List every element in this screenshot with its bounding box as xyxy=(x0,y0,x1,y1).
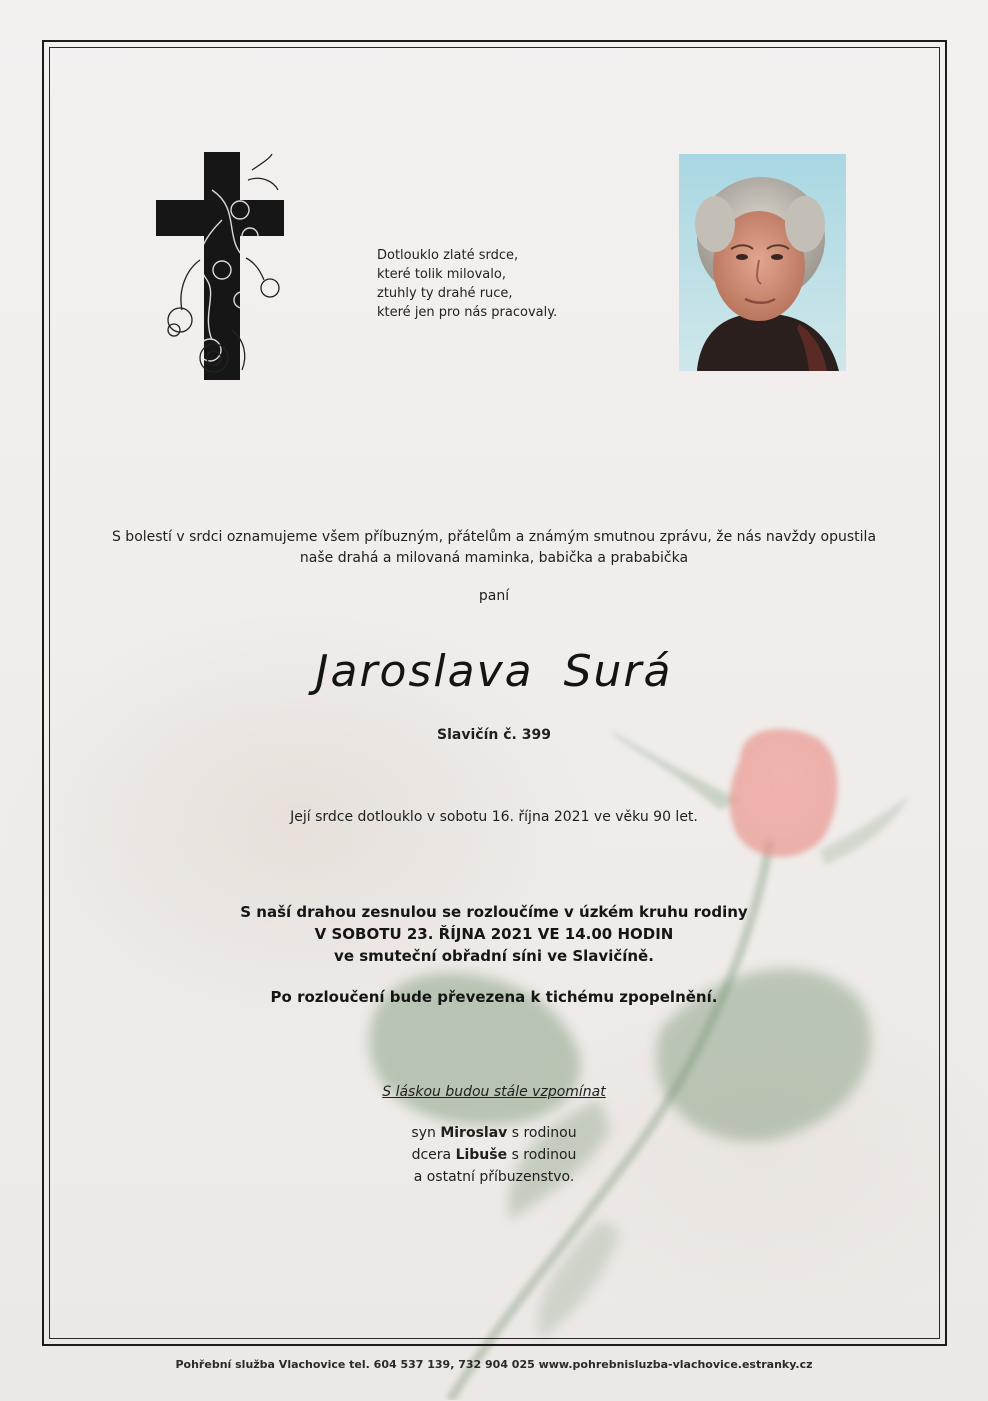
family-list xyxy=(60,1122,928,1188)
deceased-last-name: Surá xyxy=(563,646,673,697)
cross-with-roses-icon xyxy=(152,150,292,382)
deceased-address: Slavičín č. 399 xyxy=(437,727,551,743)
son-name: Miroslav xyxy=(440,1125,508,1141)
poem-line-1: Dotlouklo zlaté srdce, xyxy=(377,248,519,263)
announcement-intro xyxy=(60,527,928,569)
ceremony-line-3: ve smuteční obřadní síni ve Slavičíně. xyxy=(334,947,654,965)
son-prefix: syn xyxy=(411,1125,436,1141)
son-suffix: s rodinou xyxy=(511,1125,577,1141)
cremation-note: Po rozloučení bude převezena k tichému zpopelnění. xyxy=(270,988,718,1006)
poem-line-4: které jen pro nás pracovaly. xyxy=(377,305,558,320)
remembrance-heading: S láskou budou stále vzpomínat xyxy=(382,1084,606,1100)
ceremony-line-1: S naší drahou zesnulou se rozloučíme v úzkém kruhu rodiny xyxy=(240,903,748,921)
family-daughter xyxy=(60,1144,928,1166)
family-others: a ostatní příbuzenstvo. xyxy=(413,1169,575,1185)
family-son xyxy=(60,1122,928,1144)
daughter-suffix: s rodinou xyxy=(511,1147,577,1163)
portrait-photo xyxy=(679,154,846,371)
intro-line-1: S bolestí v srdci oznamujeme všem příbuzným, přátelům a známým smutnou zprávu, že nás navždy opustila xyxy=(111,529,877,545)
daughter-prefix: dcera xyxy=(411,1147,452,1163)
deceased-first-name: Jaroslava xyxy=(315,646,534,697)
ceremony-line-2: V SOBOTU 23. ŘÍJNA 2021 VE 14.00 HODIN xyxy=(314,925,674,943)
poem-line-2: které tolik milovalo, xyxy=(377,267,506,282)
poem xyxy=(377,246,637,322)
title-prefix: paní xyxy=(478,588,510,604)
daughter-name: Libuše xyxy=(455,1147,508,1163)
ceremony-details xyxy=(60,901,928,967)
intro-line-2: naše drahá a milovaná maminka, babička a prababička xyxy=(299,550,689,566)
death-notice: Její srdce dotlouklo v sobotu 16. října 2021 ve věku 90 let. xyxy=(290,809,698,825)
funeral-service-footer: Pohřební služba Vlachovice tel. 604 537 139, 732 904 025 www.pohrebnisluzba-vlachovice.estranky.cz xyxy=(175,1358,813,1371)
deceased-name xyxy=(60,646,928,697)
poem-line-3: ztuhly ty drahé ruce, xyxy=(377,286,513,301)
